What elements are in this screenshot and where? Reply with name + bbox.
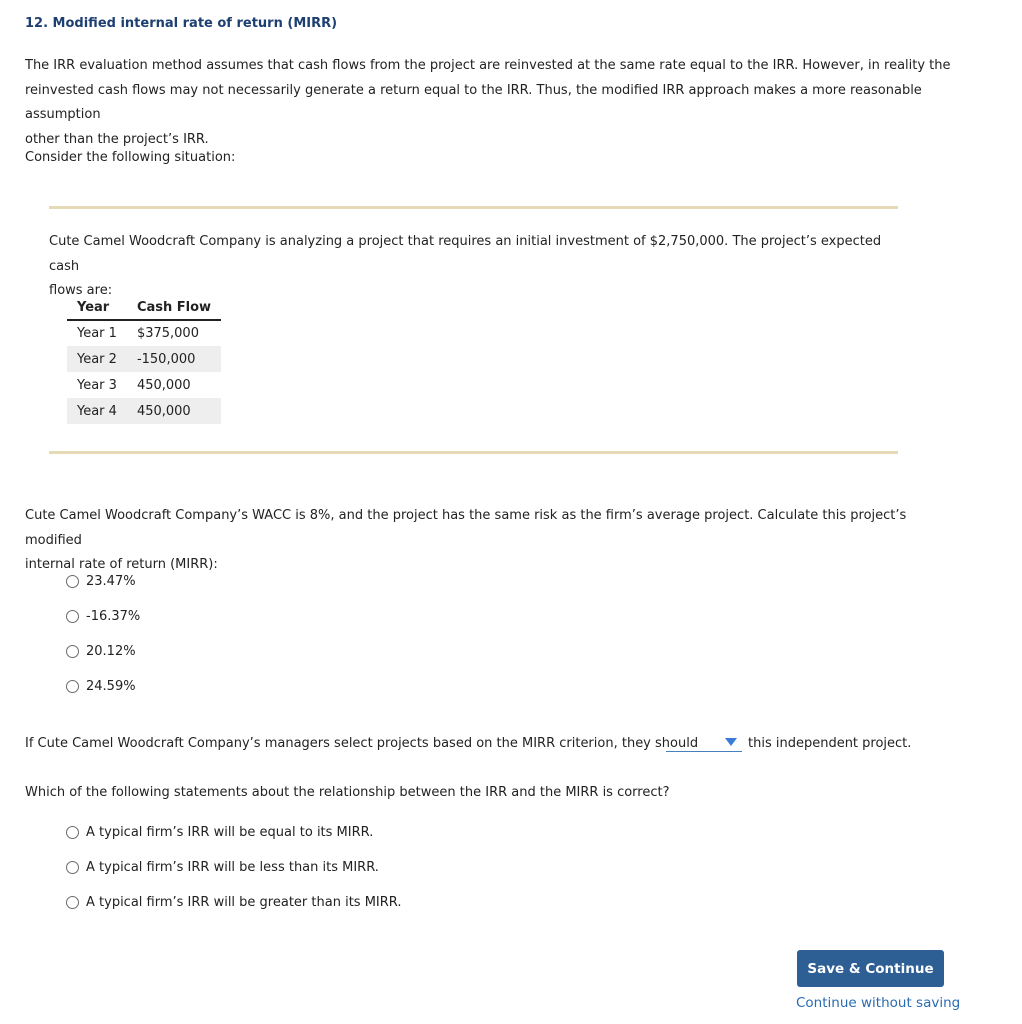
mirr-question-line: Cute Camel Woodcraft Company’s WACC is 8%, and the project has the same risk as the firm’s average project. Calculate this project’s modified [25, 508, 907, 548]
scenario-line: Cute Camel Woodcraft Company is analyzing a project that requires an initial investment of $2,750,000. The project’s expected cash [49, 234, 882, 274]
mirr-question-text [25, 504, 965, 578]
divider-top [49, 206, 898, 209]
radio-button[interactable] [66, 575, 79, 588]
mirr-option-3[interactable] [66, 644, 136, 659]
option-label: 20.12% [86, 644, 136, 659]
option-label: -16.37% [86, 609, 141, 624]
option-label: A typical firm’s IRR will be equal to its MIRR. [86, 825, 374, 840]
intro-line: reinvested cash flows may not necessarily generate a return equal to the IRR. Thus, the modified IRR approach makes a more reasonable assumption [25, 82, 922, 122]
radio-button[interactable] [66, 645, 79, 658]
intro-paragraph [25, 54, 965, 152]
decision-dropdown[interactable] [666, 733, 742, 752]
table-row [67, 372, 221, 398]
radio-button[interactable] [66, 610, 79, 623]
year-cell: Year 3 [77, 377, 117, 393]
relationship-question: Which of the following statements about the relationship between the IRR and the MIRR is correct? [25, 785, 670, 800]
column-header-year: Year [67, 296, 127, 320]
radio-button[interactable] [66, 680, 79, 693]
question-title: 12. Modified internal rate of return (MIRR) [25, 16, 338, 31]
table-header-row [67, 296, 221, 320]
scenario-text [49, 230, 909, 304]
intro-line: The IRR evaluation method assumes that cash flows from the project are reinvested at the same rate equal to the IRR. However, in reality the [25, 58, 951, 73]
year-cell: Year 2 [67, 346, 127, 372]
mirr-option-2[interactable] [66, 609, 140, 624]
continue-without-saving-link[interactable]: Continue without saving [796, 995, 961, 1011]
relationship-option-3[interactable] [66, 895, 401, 910]
cash-flow-cell: 450,000 [136, 377, 191, 393]
chevron-down-icon[interactable] [725, 738, 737, 746]
option-label: A typical firm’s IRR will be less than its MIRR. [86, 860, 379, 875]
scenario-line: flows are: [49, 283, 113, 298]
table-row [67, 398, 221, 424]
option-label: 23.47% [86, 574, 136, 589]
table-row [67, 346, 221, 372]
consider-text: Consider the following situation: [25, 150, 236, 165]
decision-text-after: this independent project. [748, 736, 912, 751]
option-label: A typical firm’s IRR will be greater than its MIRR. [86, 895, 402, 910]
mirr-option-1[interactable] [66, 574, 136, 589]
cash-flow-cell: 450,000 [127, 398, 221, 424]
divider-bottom [49, 451, 898, 454]
cash-flow-cell: $375,000 [136, 326, 199, 341]
save-continue-button[interactable]: Save & Continue [797, 950, 944, 987]
option-label: 24.59% [86, 679, 136, 694]
relationship-option-2[interactable] [66, 860, 379, 875]
mirr-question-line: internal rate of return (MIRR): [25, 557, 218, 572]
cash-flow-table [67, 296, 221, 424]
year-cell: Year 1 [77, 326, 117, 341]
intro-line: other than the project’s IRR. [25, 131, 209, 147]
radio-button[interactable] [66, 861, 79, 874]
column-header-cash-flow: Cash Flow [127, 296, 221, 320]
cash-flow-cell: -150,000 [127, 346, 221, 372]
radio-button[interactable] [66, 896, 79, 909]
relationship-option-1[interactable] [66, 825, 373, 840]
decision-text-before: If Cute Camel Woodcraft Company’s managers select projects based on the MIRR criterion, they should [25, 736, 699, 751]
radio-button[interactable] [66, 826, 79, 839]
table-row [67, 320, 221, 346]
mirr-option-4[interactable] [66, 679, 136, 694]
year-cell: Year 4 [67, 398, 127, 424]
